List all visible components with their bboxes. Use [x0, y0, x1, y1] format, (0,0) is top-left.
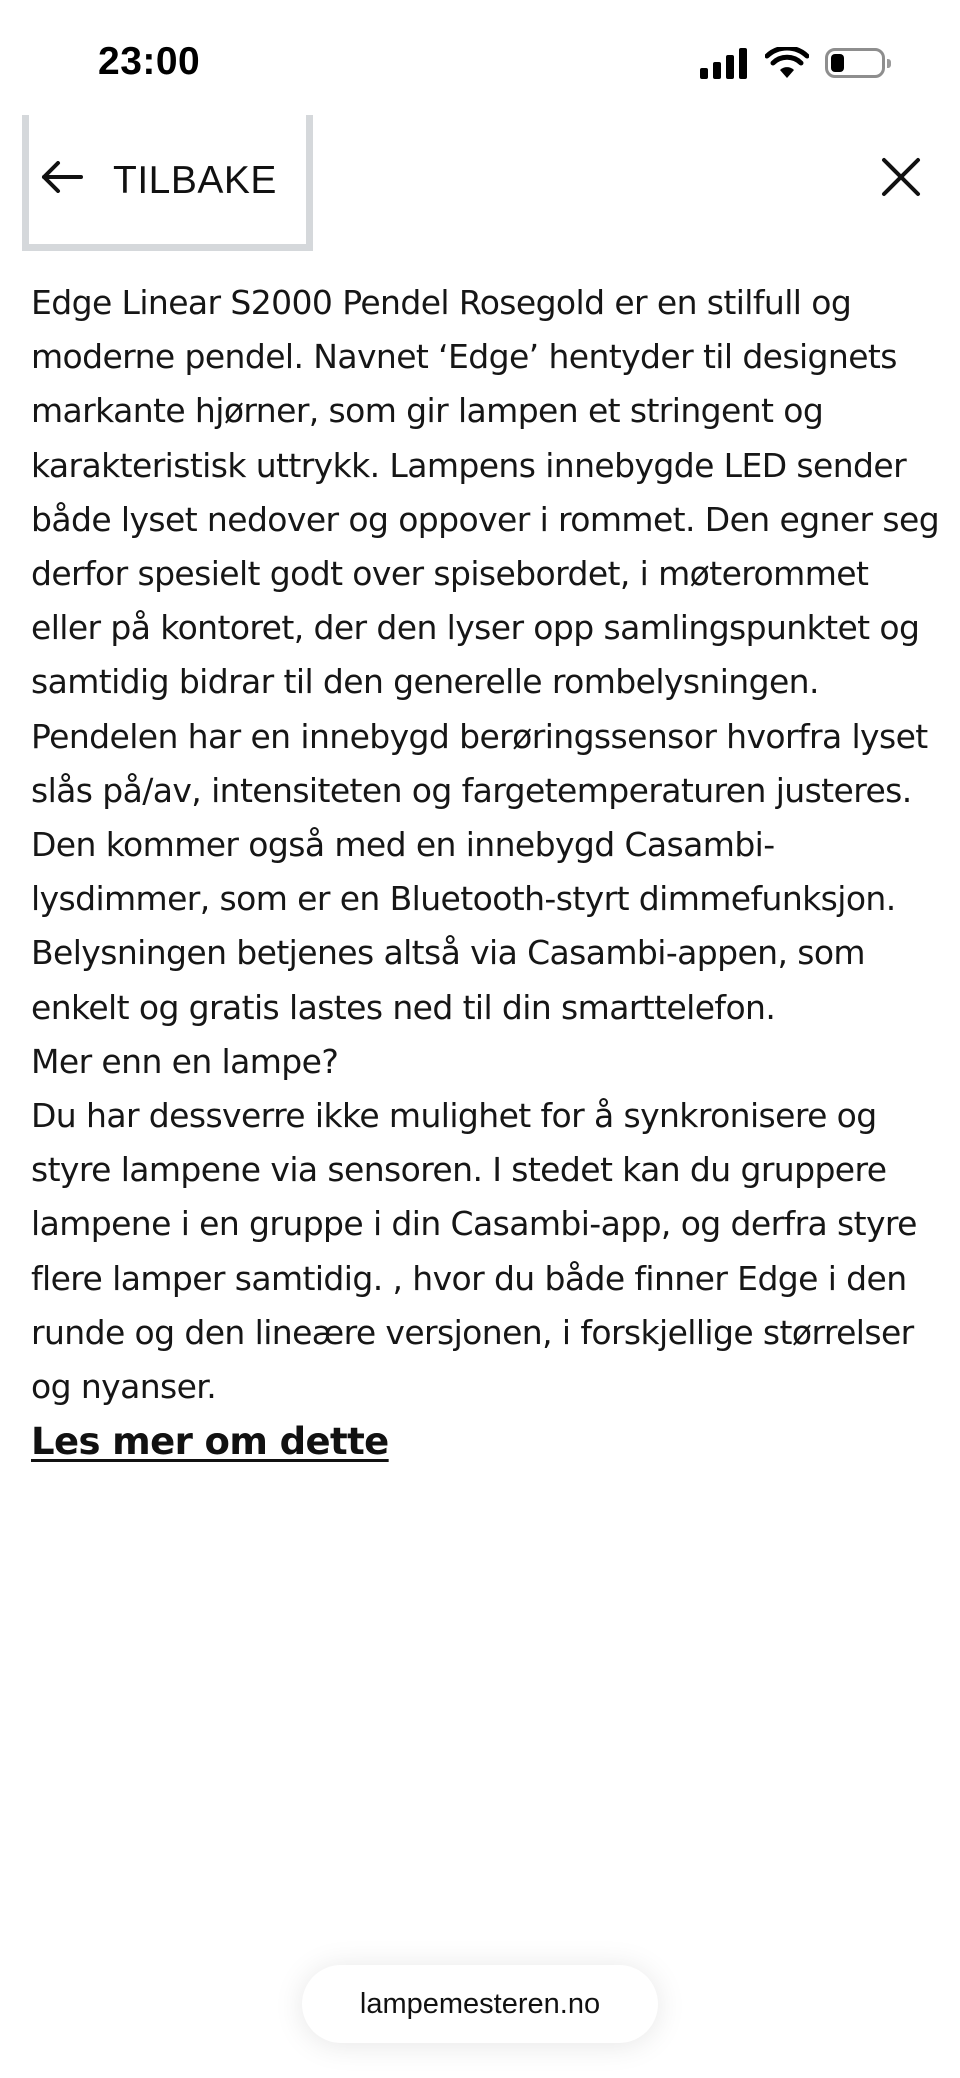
status-time: 23:00: [98, 40, 201, 83]
close-icon: [876, 152, 926, 202]
status-bar: [0, 0, 960, 110]
description-paragraph: Pendelen har en innebygd berøringssensor hvorfra lyset slås på/av, intensiteten og fargetemperaturen justeres. Den kommer også med en innebygd Casambi-lysdimmer, som er en Bluetooth-styrt dimmefunksjon. Belysningen betjenes altså via Casambi-appen, som enkelt og gratis lastes ned til din smarttelefon.: [31, 716, 928, 1027]
description-paragraph: Du har dessverre ikke mulighet for å synkronisere og styre lampene via sensoren. I stedet kan du gruppere lampene i en gruppe i din Casambi-app, og derfra styre flere lamper samtidig. , hvor du både finner Edge i den runde og den lineære versjonen, i forskjellige størrelser og nyanser.: [31, 1096, 917, 1407]
status-icons: [700, 46, 885, 80]
browser-url-bar[interactable]: [302, 1965, 658, 2043]
back-label: TILBAKE: [113, 159, 277, 202]
description-subheading: Mer enn en lampe?: [31, 1041, 339, 1081]
close-button[interactable]: [876, 152, 926, 202]
read-more-link[interactable]: Les mer om dette: [31, 1420, 389, 1464]
cellular-signal-icon: [700, 47, 747, 79]
battery-low-icon: [825, 48, 885, 78]
description-paragraph: Edge Linear S2000 Pendel Rosegold er en stilfull og moderne pendel. Navnet ‘Edge’ hentyder til designets markante hjørner, som gir lampen et stringent og karakteristisk uttrykk. Lampens innebygde LED sender både lyset nedover og oppover i rommet. Den egner seg derfor spesielt godt over spisebordet, i møterommet eller på kontoret, der den lyser opp samlingspunktet og samtidig bidrar til den generelle rombelysningen.: [31, 283, 940, 702]
product-description: [31, 276, 941, 1470]
url-text: lampemesteren.no: [359, 1987, 601, 2020]
back-button[interactable]: [29, 115, 306, 244]
back-button-container: [22, 115, 313, 251]
wifi-icon: [765, 47, 809, 79]
arrow-left-icon: [41, 161, 83, 193]
